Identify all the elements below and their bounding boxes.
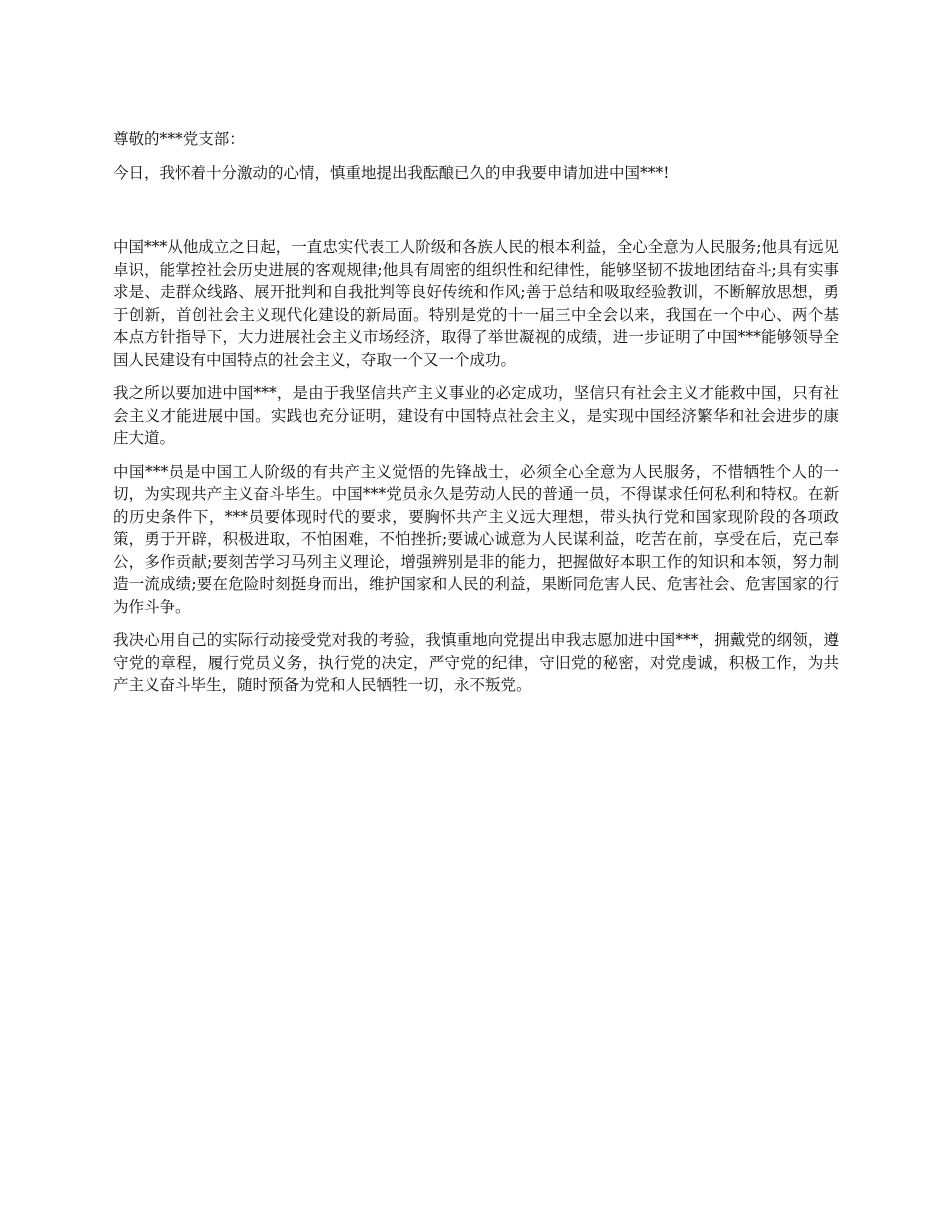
letter-paragraph: 中国***从他成立之日起，一直忠实代表工人阶级和各族人民的根本利益，全心全意为人民服务;他具有远见卓识，能掌控社会历史进展的客观规律;他具有周密的组织性和纪律性，能够坚韧不拔地团结奋斗;具有实事求是、走群众线路、展开批判和自我批判等良好传统和作风;善于总结和吸取经验教训，不断解放思想，勇于创新，首创社会主义现代化建设的新局面。特别是党的十一届三中全会以来，我国在一个中心、两个基本点方针指导下，大力进展社会主义市场经济，取得了举世凝视的成绩，进一步证明了中国***能够领导全国人民建设有中国特点的社会主义，夺取一个又一个成功。: [113, 238, 839, 369]
letter-salutation: 尊敬的***党支部：: [113, 130, 245, 148]
letter-paragraph: 我决心用自己的实际行动接受党对我的考验，我慎重地向党提出申我志愿加进中国***，拥戴党的纲领，遵守党的章程，履行党员义务，执行党的决定，严守党的纪律，守旧党的秘密，对党虔诚，积极工作，为共产主义奋斗毕生，随时预备为党和人民牺牲一切，永不叛党。: [113, 631, 839, 694]
letter-intro: 今日，我怀着十分激动的心情，慎重地提出我酝酿已久的申我要申请加进中国***!: [113, 163, 670, 182]
letter-paragraph: 我之所以要加进中国***，是由于我坚信共产主义事业的必定成功，坚信只有社会主义才能救中国，只有社会主义才能进展中国。实践也充分证明，建设有中国特点社会主义，是实现中国经济繁华和社会进步的康庄大道。: [113, 384, 839, 447]
letter-paragraph: 中国***员是中国工人阶级的有共产主义觉悟的先锋战士，必须全心全意为人民服务，不惜牺牲个人的一切，为实现共产主义奋斗毕生。中国***党员永久是劳动人民的普通一员，不得谋求任何私利和特权。在新的历史条件下，***员要体现时代的要求，要胸怀共产主义远大理想，带头执行党和国家现阶段的各项政策，勇于开辟，积极进取，不怕困难，不怕挫折;要诚心诚意为人民谋利益，吃苦在前，享受在后，克己奉公，多作贡献;要刻苦学习马列主义理论，增强辨别是非的能力，把握做好本职工作的知识和本领，努力制造一流成绩;要在危险时刻挺身而出，维护国家和人民的利益，果断同危害人民、危害社会、危害国家的行为作斗争。: [113, 462, 839, 616]
letter-body: [113, 128, 839, 708]
paragraph-gap: [113, 184, 839, 236]
